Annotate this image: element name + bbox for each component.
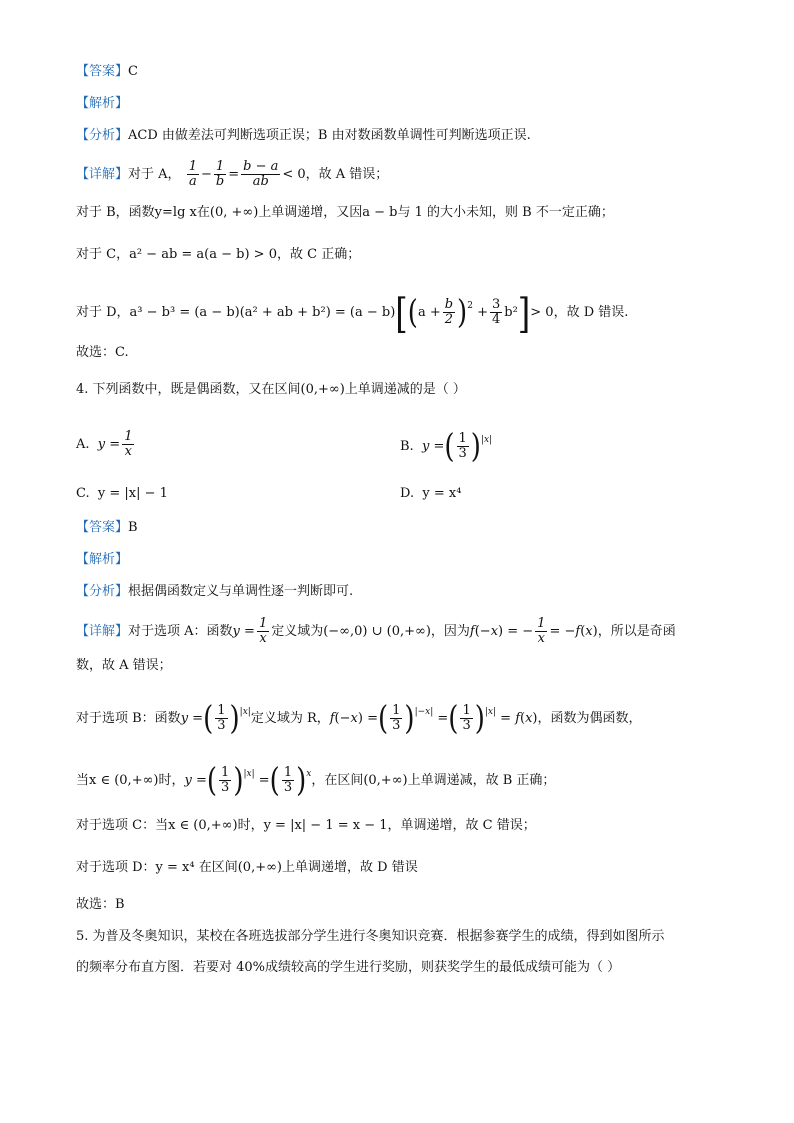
q4-b-mid: 定义域为 R， xyxy=(250,711,330,726)
q4-answer-line xyxy=(76,518,138,538)
fraction-1-over-b: $\frac{1}{b}$ xyxy=(215,159,225,189)
option-b-label: B. xyxy=(400,439,414,454)
detail-d-suffix: > 0，故 D 错误. xyxy=(530,305,629,320)
q4-b2-post: ，在区间(0,+∞)上单调递减，故 B 正确； xyxy=(311,773,556,788)
q4-detail-a-line1: 【详解】对于选项 A：函数y = $\frac{1}{x}$ 定义域为(−∞,0) ∪ (0,+∞)，因为f(−x) = − $\frac{1}{x}$ = −f(x)，所以是奇函 xyxy=(76,616,676,646)
fraction-1-over-3-6: $\frac{1}{3}$ xyxy=(283,765,293,795)
q4-answer-tag: 【答案】 xyxy=(76,520,129,535)
detail-a-line: 【详解】对于 A， $\frac{1}{a}$ − $\frac{1}{b}$ = $\frac{b - a}{ab}$ < 0，故 A 错误； xyxy=(76,159,389,189)
detail-a-suffix: ，故 A 错误； xyxy=(305,167,389,182)
q4-fenxi-tag: 【分析】 xyxy=(76,584,129,599)
q5-stem-line1: 5. 为普及冬奥知识，某校在各班选拔部分学生进行冬奥知识竞赛．根据参赛学生的成绩，得到如图所示 xyxy=(76,929,665,944)
q4-detail-c-line: 对于选项 C：当x ∈ (0,+∞)时，y = |x| − 1 = x − 1，单调递增，故 C 错误； xyxy=(76,818,536,833)
fenxi-text: ACD 由做差法可判断选项正误；B 由对数函数单调性可判断选项正误. xyxy=(128,128,531,143)
q4-detail-b-line1: 对于选项 B：函数y =( $\frac{1}{3}$ )$^{|x|}$定义域为 R，f(−x) =( $\frac{1}{3}$ )$^{|-x|}$ =( $\frac{1}{3}$ )$^{|x|}$ = f(x)，函数为偶函数， xyxy=(76,699,642,738)
q4-option-c xyxy=(76,484,168,504)
q3-conclusion: 故选：C. xyxy=(76,345,129,360)
detail-d-prefix: 对于 D，a³ − b³ = (a − b)(a² + ab + b²) = (a − b) xyxy=(76,305,396,320)
fraction-3-over-4: $\frac{3}{4}$ xyxy=(491,297,501,327)
option-d-expr: y = x⁴ xyxy=(422,486,462,501)
fenxi-line xyxy=(76,126,531,146)
fraction-1-over-3-4: $\frac{1}{3}$ xyxy=(462,703,471,733)
q4-fenxi-text: 根据偶函数定义与单调性逐一判断即可. xyxy=(128,584,354,599)
detail-a-prefix: 对于 A， xyxy=(128,167,181,182)
q4-a-mid: 定义域为(−∞,0) ∪ (0,+∞)，因为 xyxy=(271,624,470,639)
q5-stem-line2: 的频率分布直方图．若要对 40%成绩较高的学生进行奖励，则获奖学生的最低成绩可能为（ ） xyxy=(76,960,621,975)
q4-b-post: ，函数为偶函数， xyxy=(537,711,642,726)
fraction-1-over-x-3: $\frac{1}{x}$ xyxy=(537,616,546,646)
q4-a-pre: 对于选项 A：函数 xyxy=(128,624,233,639)
xiangjie-tag: 【详解】 xyxy=(76,167,129,182)
fraction-1-over-3-3: $\frac{1}{3}$ xyxy=(392,703,401,733)
answer-tag: 【答案】 xyxy=(76,64,129,79)
answer-value: C xyxy=(128,64,138,79)
q4-stem: 4. 下列函数中，既是偶函数，又在区间(0,+∞)上单调递减的是（ ） xyxy=(76,382,466,397)
fraction-1-over-a: $\frac{1}{a}$ xyxy=(188,159,197,189)
fraction-b-minus-a-over-ab: $\frac{b - a}{ab}$ xyxy=(243,159,279,189)
option-d-label: D. xyxy=(400,486,415,501)
answer-line xyxy=(76,62,138,82)
fraction-1-over-x: $\frac{1}{x}$ xyxy=(124,429,133,459)
detail-c-line: 对于 C，a² − ab = a(a − b) > 0，故 C 正确； xyxy=(76,247,361,262)
q4-a-post: ，所以是奇函 xyxy=(597,624,676,639)
q4-analysis-tag: 【解析】 xyxy=(76,552,129,567)
q4-b2-pre: 当x ∈ (0,+∞)时， xyxy=(76,773,185,788)
q4-conclusion: 故选：B xyxy=(76,897,125,912)
detail-d-line: 对于 D，a³ − b³ = (a − b)(a² + ab + b²) = (a − b)[(a + $\frac{b}{2}$ )$^2$ + $\frac{3}{4}$ b²]> 0，故 D 错误. xyxy=(76,287,629,338)
q4-option-d xyxy=(400,484,461,504)
fraction-b-over-2: $\frac{b}{2}$ xyxy=(444,297,454,327)
analysis-tag: 【解析】 xyxy=(76,96,129,111)
q4-detail-b-line2: 当x ∈ (0,+∞)时，y =( $\frac{1}{3}$ )$^{|x|}$ =( $\frac{1}{3}$ )$^x$，在区间(0,+∞)上单调递减，故 B 正确； xyxy=(76,761,556,800)
fraction-1-over-3-2: $\frac{1}{3}$ xyxy=(217,703,226,733)
option-c-expr: y = |x| − 1 xyxy=(97,486,168,501)
detail-b-line: 对于 B，函数y=lg x在(0, +∞)上单调递增，又因a − b与 1 的大小未知，则 B 不一定正确； xyxy=(76,205,614,220)
option-c-label: C. xyxy=(76,486,90,501)
q4-b-pre: 对于选项 B：函数 xyxy=(76,711,181,726)
option-a-label: A. xyxy=(76,437,90,452)
q4-answer-value: B xyxy=(128,520,138,535)
q4-detail-a-line2: 数，故 A 错误； xyxy=(76,658,172,673)
q4-fenxi-line xyxy=(76,582,353,602)
fraction-1-over-x-2: $\frac{1}{x}$ xyxy=(258,616,268,646)
fenxi-tag: 【分析】 xyxy=(76,128,129,143)
q4-option-b: B. y =( $\frac{1}{3}$ )$^{|x|}$ xyxy=(400,427,493,466)
q4-option-a: A. y = $\frac{1}{x}$ xyxy=(76,429,133,459)
q4-detail-d-line: 对于选项 D：y = x⁴ 在区间(0,+∞)上单调递增，故 D 错误 xyxy=(76,860,418,875)
q4-xiangjie-tag: 【详解】 xyxy=(76,624,129,639)
fraction-1-over-3-5: $\frac{1}{3}$ xyxy=(221,765,230,795)
fraction-1-over-3: $\frac{1}{3}$ xyxy=(458,431,467,461)
